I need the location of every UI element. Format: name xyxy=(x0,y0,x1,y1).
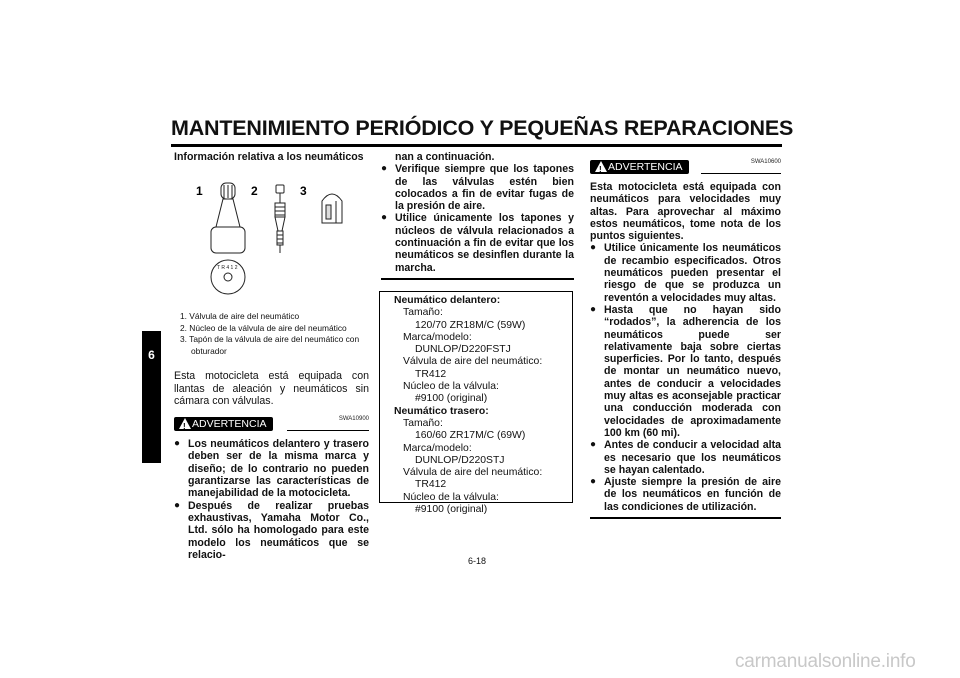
svg-text:T R 4 1 2: T R 4 1 2 xyxy=(217,265,238,272)
spec-label: Núcleo de la válvula: xyxy=(403,491,499,503)
continuation-text: nan a continuación. xyxy=(395,151,495,163)
middle-bullets xyxy=(381,163,574,274)
warning-rule xyxy=(701,173,781,174)
warning-rule xyxy=(287,430,369,431)
page-number: 6-18 xyxy=(468,556,487,566)
spec-label: Válvula de aire del neumático: xyxy=(403,467,543,479)
warning-end-rule xyxy=(590,517,781,519)
tire-valve-icon xyxy=(211,183,245,294)
watermark: carmanualsonline.info xyxy=(735,651,916,672)
warning-bullet: ● Después de realizar pruebas exhaustivas, Yamaha Motor Co., Ltd. sólo ha homologado para este modelo los neumáticos que se relacio- xyxy=(174,500,369,561)
warning-bullet: ● Hasta que no hayan sido “rodados”, la adherencia de los neumáticos puede ser relativamente baja sobre ciertas superficies. Por lo tanto, después de montar un neumático nuevo, antes de conducir a velocidades muy altas es aconsejable practicar una conducción moderada con velocidades de aproximadamente 100 km (60 mi). xyxy=(590,304,781,439)
left-column xyxy=(174,151,369,561)
warning-badge xyxy=(174,417,273,431)
spec-label: Marca/modelo: xyxy=(403,331,472,343)
warning-bullet: ● Ajuste siempre la presión de aire de los neumáticos en función de las condiciones de utilización. xyxy=(590,476,781,513)
warning-icon xyxy=(179,418,191,429)
front-tire-title: Neumático delantero: xyxy=(394,295,501,306)
warning-code: SWA10900 xyxy=(338,416,369,423)
warning-bullet: ● Utilice únicamente los neumáticos de recambio especificados. Otros neumáticos pueden presentar el riesgo de que se produzca un reventón a velocidades muy altas. xyxy=(590,242,781,303)
tire-spec-box xyxy=(379,291,573,516)
spec-label: Tamaño: xyxy=(403,307,443,319)
spec-value: DUNLOP/D220STJ xyxy=(415,454,505,466)
warning-bullet: ● Los neumáticos delantero y trasero deben ser de la misma marca y diseño; de lo contrario no pueden garantizarse las características de manejabilidad de la motocicleta. xyxy=(174,438,369,499)
warning-bullets xyxy=(174,438,369,561)
warning-badge xyxy=(590,160,689,174)
warning-intro: Esta motocicleta está equipada con neumáticos para velocidades muy altas. Para aprovechar al máximo estos neumáticos, tome nota de los puntos siguientes. xyxy=(590,181,781,243)
warning-icon xyxy=(595,161,607,172)
warning-label: ADVERTENCIA xyxy=(608,161,683,173)
warning-code: SWA10600 xyxy=(750,159,781,165)
spec-value: TR412 xyxy=(415,368,447,380)
callout-3: 3 xyxy=(300,184,307,199)
spec-value: #9100 (original) xyxy=(415,504,488,516)
warning-bullet: ● Antes de conducir a velocidad alta es necesario que los neumáticos se hayan calentado. xyxy=(590,439,781,476)
legend-item: 3. Tapón de la válvula de aire del neumático con obturador xyxy=(180,334,360,356)
spec-label: Tamaño: xyxy=(403,417,443,429)
middle-column xyxy=(381,151,574,280)
warning-bullets xyxy=(590,242,781,513)
spec-label: Válvula de aire del neumático: xyxy=(403,356,543,368)
spec-label: Núcleo de la válvula: xyxy=(403,381,499,393)
rear-tire-title: Neumático trasero: xyxy=(394,405,489,417)
right-column xyxy=(590,156,781,519)
valve-cap-icon xyxy=(322,194,342,223)
title-rule xyxy=(171,144,782,147)
callout-2: 2 xyxy=(251,184,258,199)
chapter-number: 6 xyxy=(148,348,155,362)
warning-header xyxy=(174,413,369,435)
intro-paragraph: Esta motocicleta está equipada con llantas de aleación y neumáticos sin cámara con válvulas. xyxy=(174,370,369,407)
warning-end-rule xyxy=(381,278,574,280)
spec-value: DUNLOP/D220FSTJ xyxy=(415,344,511,356)
callout-1: 1 xyxy=(196,184,203,199)
spec-value: 120/70 ZR18M/C (59W) xyxy=(415,319,526,331)
page-title: MANTENIMIENTO PERIÓDICO Y PEQUEÑAS REPARACIONES xyxy=(171,116,794,140)
warning-header xyxy=(590,156,781,178)
legend-item: 1. Válvula de aire del neumático xyxy=(180,311,300,322)
chapter-tab xyxy=(142,331,161,463)
valve-core-icon xyxy=(275,185,285,253)
figure-legend xyxy=(180,311,369,357)
warning-bullet: ● Verifique siempre que los tapones de las válvulas estén bien colocados a fin de evitar fugas de la presión de aire. xyxy=(381,163,574,212)
section-title: Información relativa a los neumáticos xyxy=(174,151,364,163)
tire-valve-figure xyxy=(174,165,369,305)
spec-value: 160/60 ZR17M/C (69W) xyxy=(415,430,526,442)
spec-value: #9100 (original) xyxy=(415,393,488,405)
warning-label: ADVERTENCIA xyxy=(192,418,267,431)
warning-bullet: ● Utilice únicamente los tapones y núcleos de válvula relacionados a continuación a fin de evitar que los neumáticos se desinflen durante la marcha. xyxy=(381,212,574,273)
legend-item: 2. Núcleo de la válvula de aire del neumático xyxy=(180,322,347,333)
spec-value: TR412 xyxy=(415,479,447,491)
spec-label: Marca/modelo: xyxy=(403,442,472,454)
